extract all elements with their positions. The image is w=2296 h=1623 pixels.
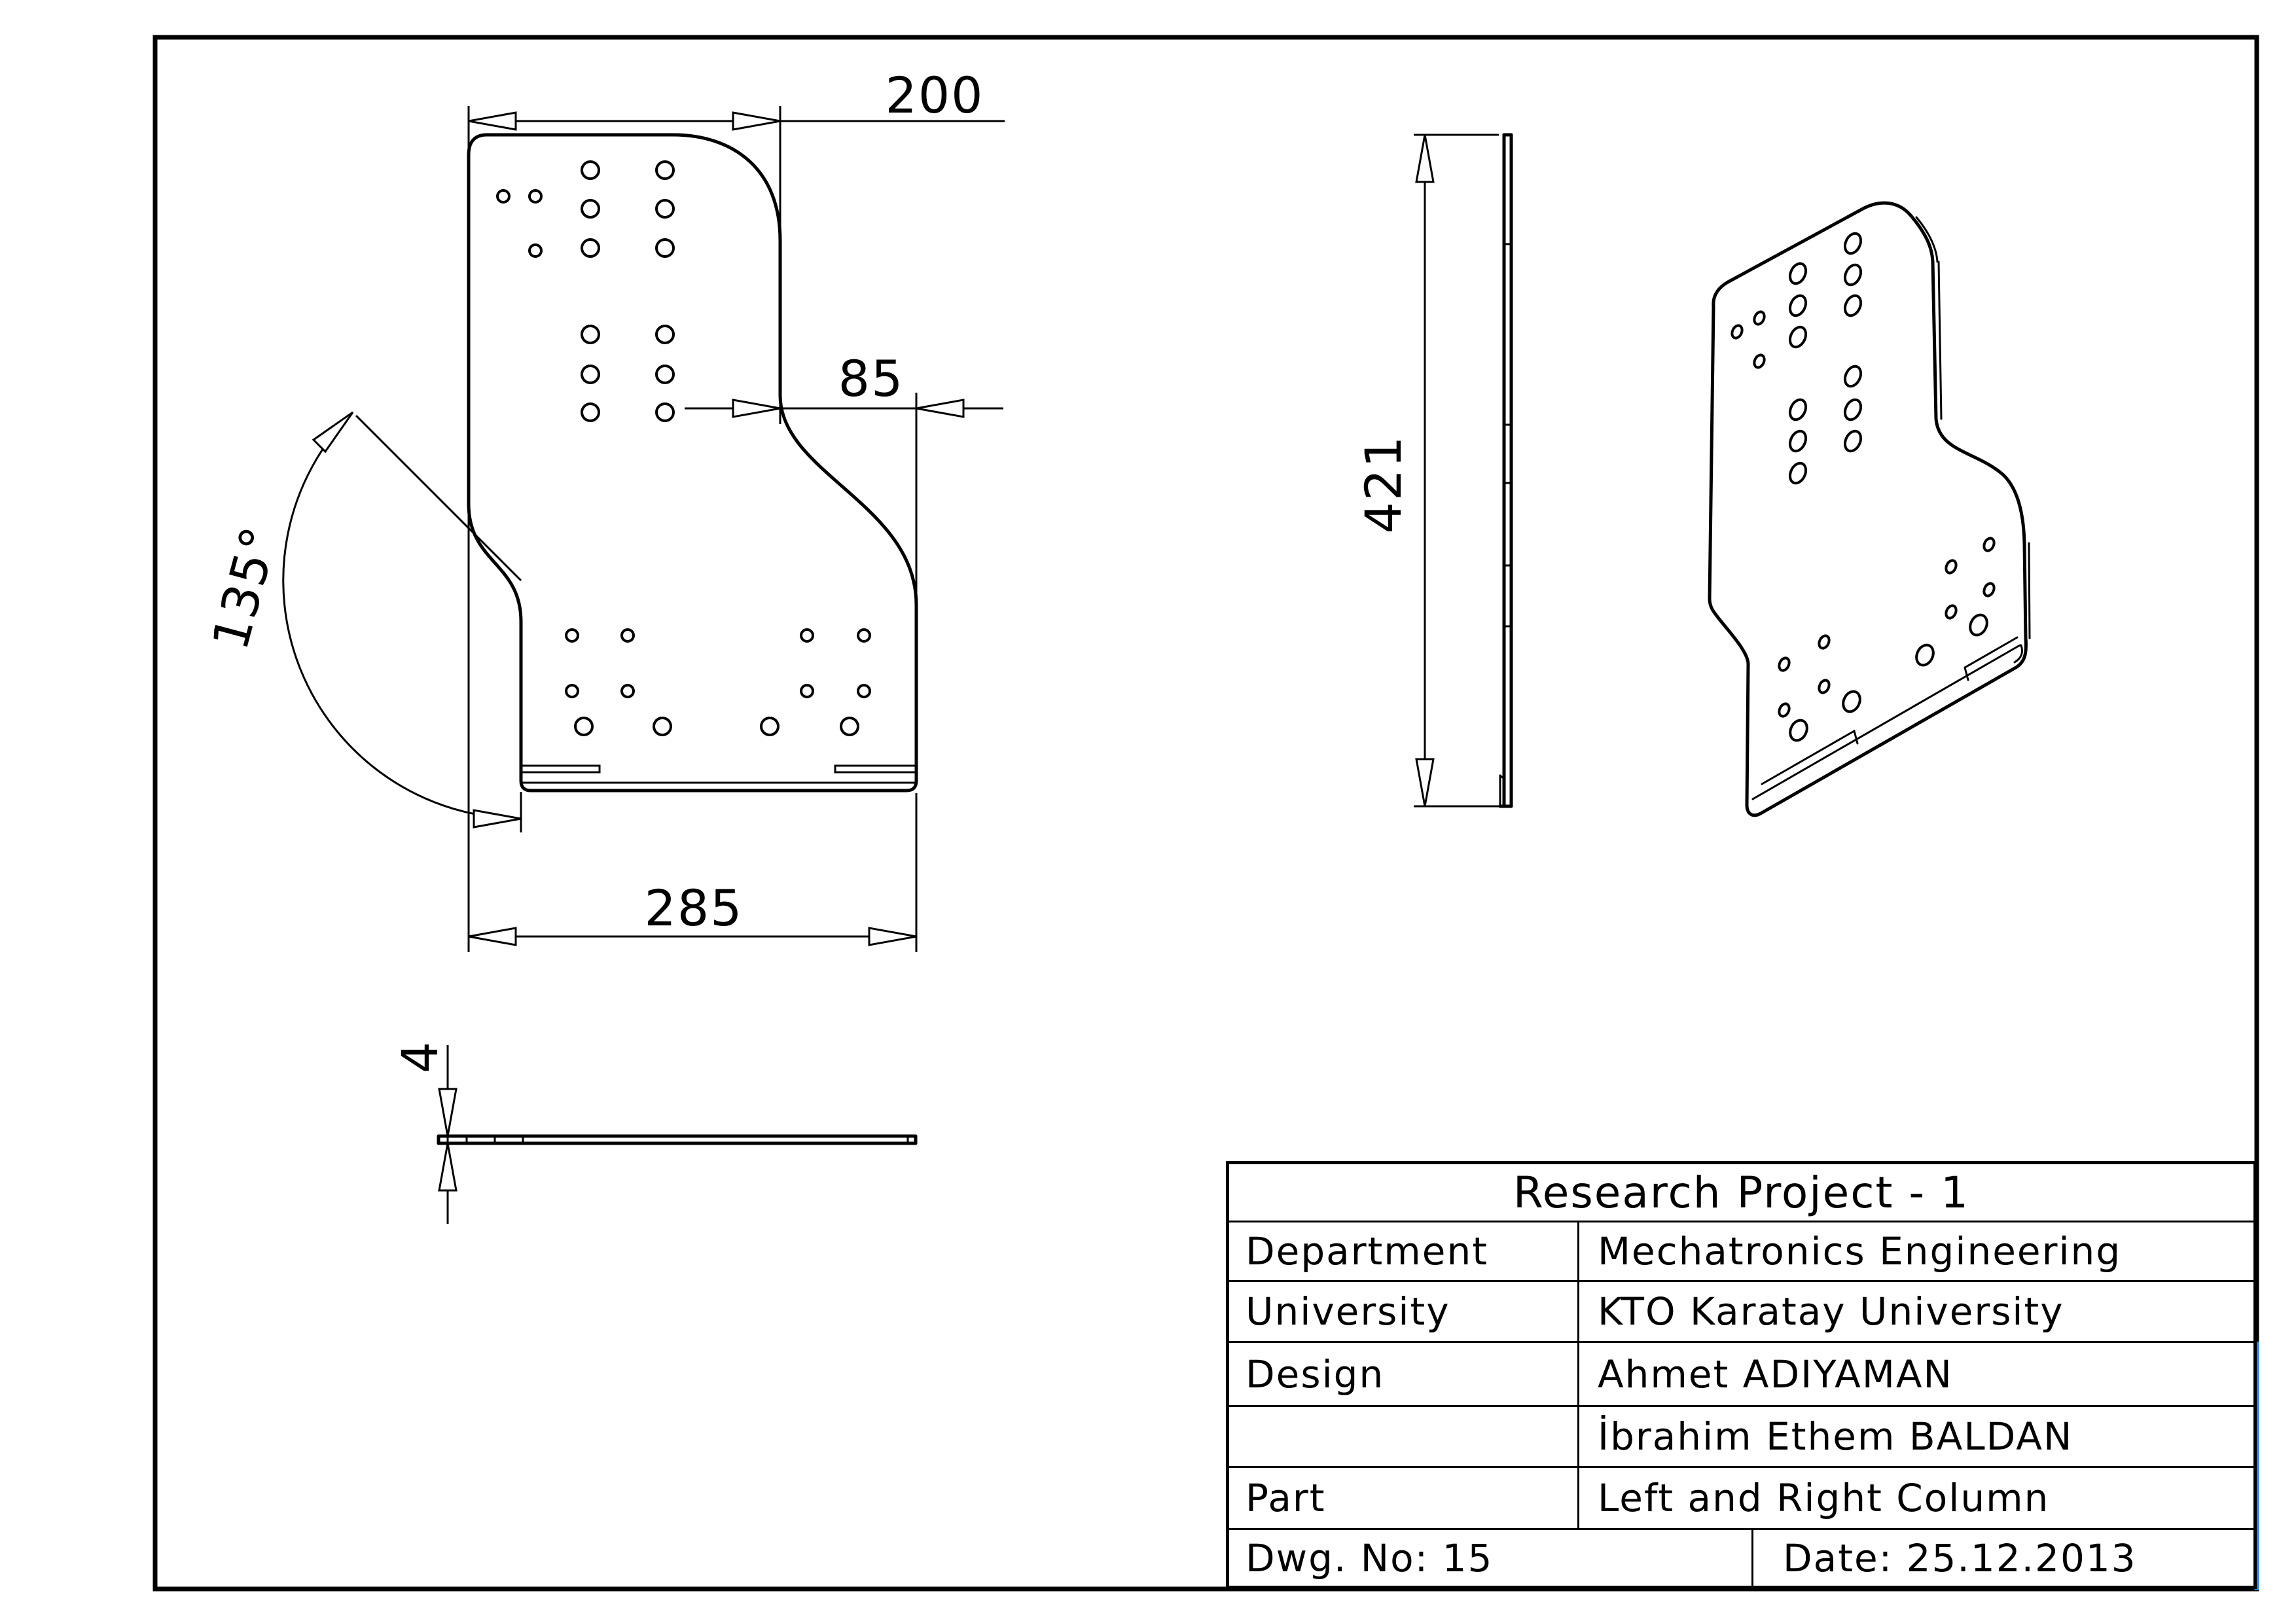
hole-small: [622, 630, 634, 641]
hole: [582, 162, 599, 179]
dimension-text-135: 135°: [200, 520, 290, 656]
hole: [656, 404, 673, 421]
hole: [1787, 429, 1808, 454]
flange-slot-left: [521, 766, 600, 772]
dimension-4: [391, 1041, 456, 1224]
hole-small: [1944, 604, 1958, 620]
hole-small: [529, 245, 541, 257]
hole: [575, 718, 592, 735]
row-value: Left and Right Column: [1577, 1468, 2253, 1528]
hole: [1787, 261, 1808, 286]
hole: [1787, 325, 1808, 349]
hole: [582, 240, 599, 257]
hole-small: [1730, 324, 1744, 340]
hole-small: [529, 190, 541, 202]
dimension-135-angle: [201, 412, 521, 832]
hole: [1842, 231, 1863, 256]
arrowhead: [1416, 759, 1433, 806]
thickness-edge: [2029, 543, 2030, 638]
hole: [656, 326, 673, 343]
hole-small: [1752, 310, 1766, 326]
side-view: [1500, 135, 1511, 806]
title-block-title: Research Project - 1: [1513, 1167, 1970, 1218]
hole: [761, 718, 778, 735]
hole: [582, 326, 599, 343]
hole: [1787, 293, 1808, 318]
dimension-85: [685, 349, 1003, 609]
isometric-view: [1710, 203, 2030, 815]
arrowhead: [469, 928, 516, 945]
hole-small: [1817, 634, 1831, 650]
hole: [1913, 642, 1936, 668]
hole-small: [622, 685, 634, 697]
hole: [582, 200, 599, 217]
hole-small: [1752, 353, 1766, 369]
row-value: İbrahim Ethem BALDAN: [1577, 1407, 2253, 1466]
arrowhead: [733, 113, 780, 130]
flange-slot-right: [835, 766, 916, 772]
arrowhead: [869, 928, 916, 945]
dimension-text-421: 421: [1354, 435, 1412, 534]
row-label: [1229, 1407, 1577, 1466]
dimension-200: [469, 66, 1005, 241]
hole-small: [566, 630, 578, 641]
hole: [654, 718, 671, 735]
title-block-row-department: [1229, 1221, 2253, 1280]
row-value: Mechatronics Engineering: [1577, 1222, 2253, 1280]
title-block-row-number-date: [1229, 1528, 2253, 1586]
arrowhead: [469, 113, 516, 130]
hole: [1842, 364, 1863, 389]
title-block-row-design: [1229, 1341, 2253, 1405]
hole: [656, 162, 673, 179]
hole: [1787, 717, 1810, 743]
dimension-text-85: 85: [838, 349, 905, 408]
angle-leg-line: [356, 416, 521, 580]
hole-small: [801, 630, 813, 641]
hole: [1787, 461, 1808, 486]
isometric-outline: [1710, 203, 2026, 815]
hole-small: [566, 685, 578, 697]
hole: [582, 366, 599, 383]
hole: [1842, 293, 1863, 318]
dimension-421: [1354, 135, 1499, 806]
row-label: Design: [1246, 1351, 1385, 1397]
row-label: Department: [1246, 1229, 1488, 1274]
arrowhead: [916, 400, 963, 417]
hole: [656, 200, 673, 217]
hole: [656, 366, 673, 383]
arrowhead: [733, 400, 780, 417]
arrowhead: [314, 412, 353, 452]
hole-small: [1982, 537, 1996, 552]
drawing-number: Dwg. No: 15: [1246, 1535, 1494, 1580]
hole-small: [858, 630, 870, 641]
thickness-edge: [1939, 262, 1941, 419]
dimension-285: [469, 507, 916, 952]
dimension-text-4: 4: [391, 1040, 449, 1074]
hole: [1842, 262, 1863, 287]
row-value: Ahmet ADIYAMAN: [1577, 1343, 2253, 1405]
hole: [656, 240, 673, 257]
hole-small: [1777, 656, 1791, 672]
dimension-text-285: 285: [644, 879, 744, 937]
hole-small: [1777, 702, 1791, 718]
front-view: [469, 135, 916, 791]
hole: [1787, 397, 1808, 422]
title-block-row-university: [1229, 1280, 2253, 1341]
arrowhead: [474, 810, 521, 827]
angle-arc: [283, 412, 521, 819]
arrowhead: [1416, 135, 1433, 182]
row-label: Part: [1246, 1476, 1326, 1520]
hole-small: [801, 685, 813, 697]
flange-slot-left: [1762, 731, 1857, 784]
hole-small: [1944, 559, 1958, 575]
hole: [1842, 397, 1863, 422]
hole-small: [1982, 582, 1996, 597]
title-block-row-part: [1229, 1466, 2253, 1528]
bottom-view: [439, 1136, 916, 1143]
drawing-date: Date: 25.12.2013: [1751, 1530, 2253, 1586]
row-label: University: [1246, 1289, 1450, 1334]
dimension-text-200: 200: [885, 66, 984, 124]
hole-small: [497, 190, 509, 202]
arrowhead: [439, 1089, 456, 1136]
hole: [841, 718, 858, 735]
title-block-row-design2: [1229, 1405, 2253, 1466]
hole: [1967, 612, 1990, 637]
arrowhead: [439, 1143, 456, 1190]
title-block: [1226, 1161, 2257, 1589]
flange-slot-right: [1965, 637, 2017, 680]
front-view-outline: [469, 135, 916, 791]
hole: [1840, 688, 1863, 714]
hole-small: [1817, 679, 1831, 694]
hole-small: [858, 685, 870, 697]
flange-bend-line: [1753, 645, 2020, 799]
hole: [1842, 429, 1863, 454]
hole: [582, 404, 599, 421]
row-value: KTO Karatay University: [1577, 1282, 2253, 1341]
